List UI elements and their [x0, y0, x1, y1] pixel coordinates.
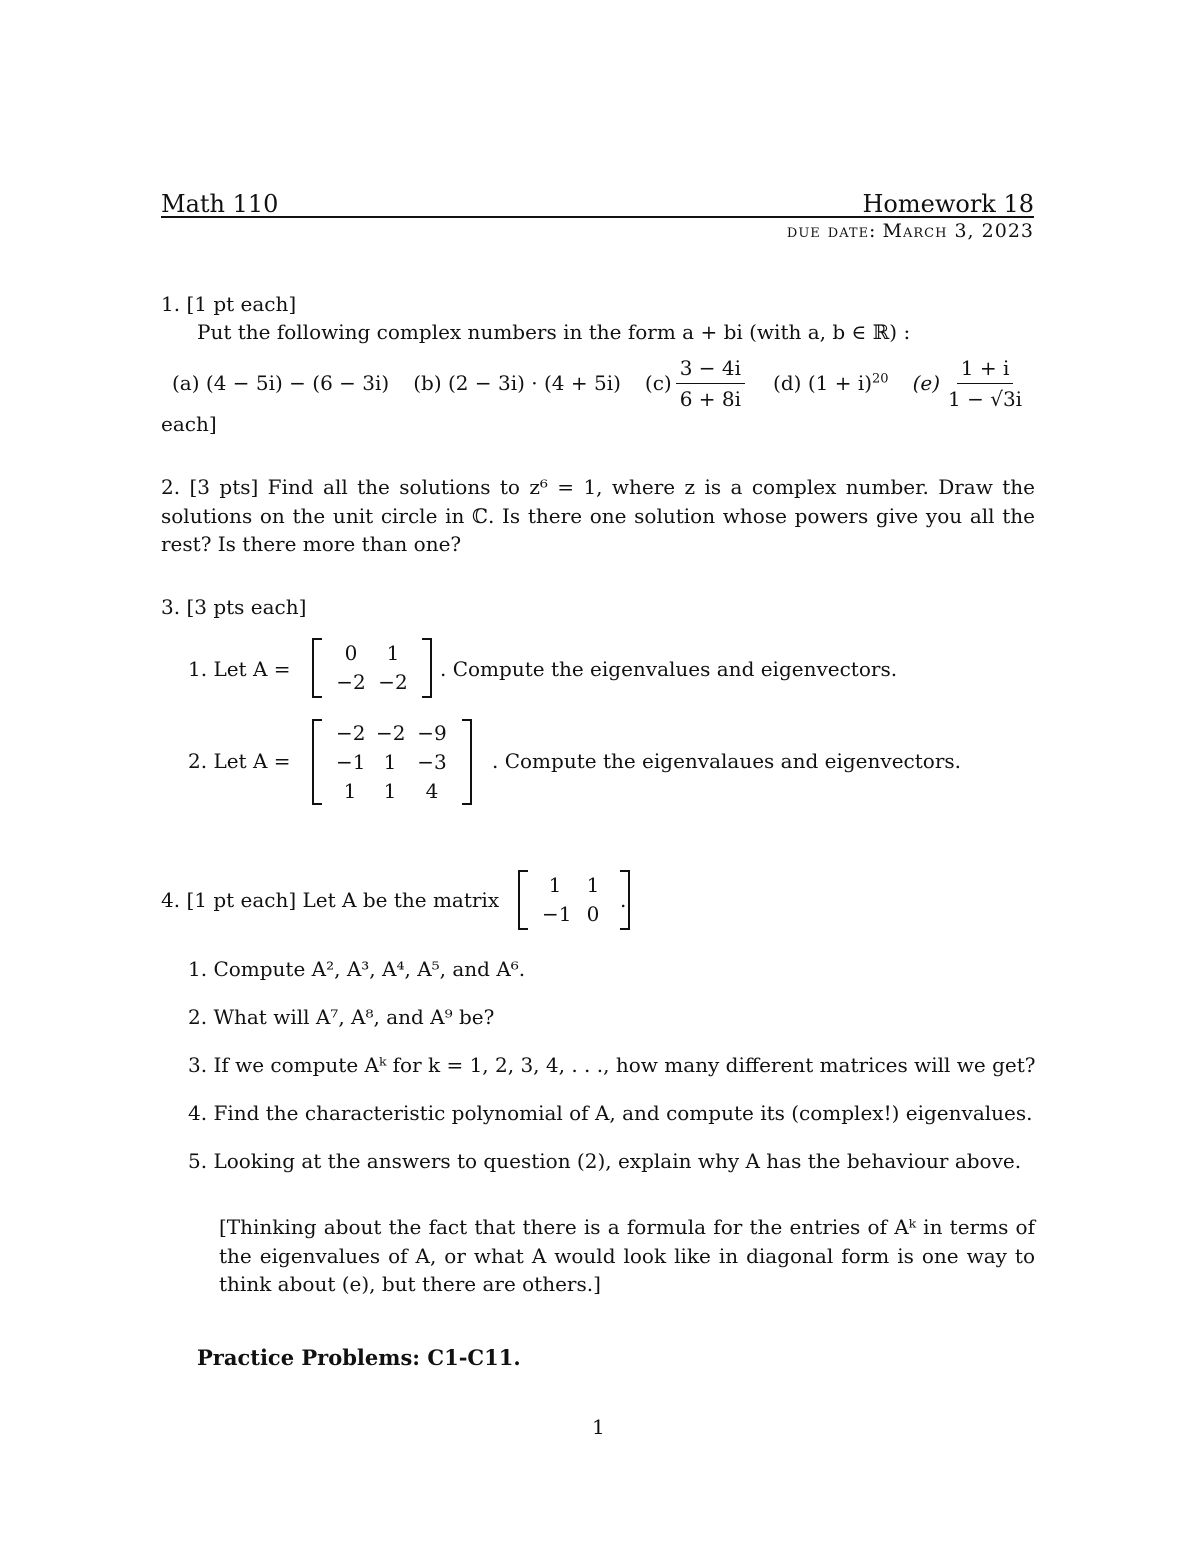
q1-points: [1 pt each] — [186, 292, 297, 316]
q3-header: 3. [3 pts each] — [161, 595, 307, 619]
q1-part-a: (a) (4 − 5i) − (6 − 3i) — [172, 371, 390, 395]
q3-matrix-1-cells — [322, 638, 422, 698]
matrix-cell: −1 — [336, 749, 366, 774]
q3-p2-suffix: . Compute the eigenvalaues and eigenvectors. — [492, 749, 961, 773]
q3-matrix-2-cells — [322, 719, 462, 805]
matrix-cell: −2 — [336, 720, 366, 745]
q1-part-c-numerator: 3 − 4i — [676, 355, 745, 384]
q1-part-c — [645, 355, 749, 412]
matrix-cell: 1 — [383, 778, 397, 803]
due-label: due date: — [786, 220, 877, 242]
q4-matrix-cells — [528, 870, 620, 930]
q1-part-e-label: (e) — [912, 371, 941, 395]
q1-trailing: each] — [161, 412, 217, 436]
q1-part-c-fraction — [676, 355, 745, 412]
q4-note: [Thinking about the fact that there is a formula for the entries of Aᵏ in terms of the eigenvalues of A, or what A would look like in diagonal form is one way to think about (e), but there are others.] — [219, 1215, 1035, 1296]
q1-part-e — [913, 355, 1031, 412]
matrix-cell: 4 — [425, 778, 439, 803]
practice-problems: Practice Problems: C1-C11. — [197, 1345, 521, 1370]
q1-part-e-fraction — [944, 355, 1026, 412]
q4-item: 5. Looking at the answers to question (2), explain why A has the behaviour above. — [188, 1149, 1022, 1173]
header-rule — [161, 216, 1034, 218]
matrix-cell: −3 — [417, 749, 447, 774]
q1-part-e-denominator: 1 − √3i — [948, 386, 1023, 411]
q1-prompt: Put the following complex numbers in the form a + bi (with a, b ∈ ℝ) : — [197, 320, 911, 344]
q3-p1-prefix: 1. Let A = — [188, 657, 291, 681]
q3-matrix-2 — [312, 719, 472, 805]
matrix-cell: −9 — [417, 720, 447, 745]
due-date: March 3, 2023 — [882, 220, 1034, 242]
matrix-right-bracket — [422, 638, 432, 698]
matrix-cell: 0 — [344, 641, 358, 665]
q4-matrix — [518, 870, 630, 930]
matrix-right-bracket — [462, 719, 472, 805]
q4-item: 2. What will A⁷, A⁸, and A⁹ be? — [188, 1005, 495, 1029]
q3-p2-prefix: 2. Let A = — [188, 749, 291, 773]
matrix-cell: −2 — [336, 670, 366, 694]
q1-part-e-numerator: 1 + i — [957, 355, 1014, 384]
due-date-line — [787, 220, 1034, 242]
matrix-cell: 1 — [343, 778, 357, 803]
q1-part-b: (b) (2 − 3i) · (4 + 5i) — [413, 371, 621, 395]
q1-part-d-base: (d) (1 + i) — [773, 371, 873, 395]
matrix-cell: −2 — [378, 670, 408, 694]
q1-number: 1. — [161, 292, 181, 316]
q4-period: . — [620, 888, 627, 912]
page-number: 1 — [592, 1415, 605, 1439]
q1-part-d — [773, 369, 889, 397]
q4-item: 4. Find the characteristic polynomial of A, and compute its (complex!) eigenvalues. — [188, 1101, 1033, 1125]
q2-text: 2. [3 pts] Find all the solutions to z⁶ = 1, where z is a complex number. Draw the solutions on the unit circle in ℂ. Is there one solution whose powers give you all the rest? Is there more than one? — [161, 475, 1035, 556]
q3-p1-suffix: . Compute the eigenvalues and eigenvectors. — [440, 657, 898, 681]
q1-part-d-exponent: 20 — [872, 371, 889, 387]
matrix-cell: 1 — [386, 641, 400, 665]
matrix-left-bracket — [312, 638, 322, 698]
q4-item: 3. If we compute Aᵏ for k = 1, 2, 3, 4, . . ., how many different matrices will we get? — [188, 1053, 1036, 1077]
q1-header — [161, 290, 296, 318]
matrix-cell: 1 — [383, 749, 397, 774]
matrix-cell: 1 — [586, 873, 600, 897]
q4-header: 4. [1 pt each] Let A be the matrix — [161, 888, 500, 912]
matrix-cell: −1 — [542, 902, 572, 926]
matrix-cell: −2 — [376, 720, 406, 745]
matrix-cell: 1 — [548, 873, 562, 897]
course-title: Math 110 — [161, 190, 279, 218]
q1-parts — [172, 354, 1030, 412]
matrix-cell: 0 — [586, 902, 600, 926]
matrix-left-bracket — [312, 719, 322, 805]
q3-matrix-1 — [312, 638, 432, 698]
matrix-left-bracket — [518, 870, 528, 930]
q4-item: 1. Compute A², A³, A⁴, A⁵, and A⁶. — [188, 957, 526, 981]
homework-title: Homework 18 — [862, 190, 1034, 218]
q1-part-c-label: (c) — [644, 371, 672, 395]
q1-part-c-denominator: 6 + 8i — [679, 386, 742, 411]
